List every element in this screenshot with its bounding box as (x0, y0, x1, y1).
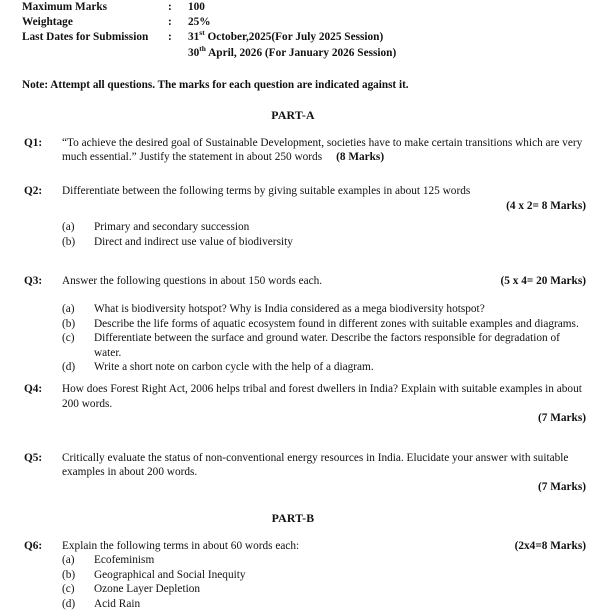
sub-text: Acid Rain (94, 597, 586, 611)
question-text-q1: “To achieve the desired goal of Sustainable Development, societies have to make certain transitions which are very much essential.” Justify the statement in about 250 words (62, 137, 582, 164)
marks-q4: (7 Marks) (62, 411, 586, 426)
question-text-q5: Critically evaluate the status of non-conventional energy resources in India. Elucidate your answer with suitable examples in about 200 words. (62, 452, 568, 479)
header-meta-block (0, 0, 600, 61)
question-body-q2 (62, 184, 586, 249)
sub-text: Geographical and Social Inequity (94, 568, 586, 583)
sub-text: Ozone Layer Depletion (94, 582, 586, 597)
question-q2 (24, 184, 586, 249)
question-q1 (24, 136, 586, 165)
list-item (62, 360, 586, 375)
question-text-q6: Explain the following terms in about 60 words each: (62, 539, 299, 554)
list-item (62, 597, 586, 611)
meta-label-last-dates: Last Dates for Submission (22, 30, 168, 45)
question-body-q5 (62, 451, 586, 495)
date-day-january: 30 (188, 47, 199, 59)
sub-text: Ecofeminism (94, 553, 586, 568)
question-text-q2: Differentiate between the following terms by giving suitable examples in about 125 words (62, 184, 586, 199)
spacer (62, 213, 586, 220)
question-body-q4 (62, 382, 586, 426)
question-text-row-q6 (62, 539, 586, 554)
question-label-q3: Q3: (24, 274, 62, 289)
question-q4 (24, 382, 586, 426)
question-label-q1: Q1: (24, 136, 62, 151)
sub-marker: (a) (62, 302, 94, 317)
question-label-q6: Q6: (24, 539, 62, 554)
sub-marker: (b) (62, 235, 94, 250)
sub-text: Primary and secondary succession (94, 220, 586, 235)
meta-row-maximum-marks (22, 0, 600, 15)
question-body-q6 (62, 539, 586, 611)
sub-text: Describe the life forms of aquatic ecosystem found in different zones with suitable examples and diagrams. (94, 317, 586, 332)
sub-question-list-q2 (62, 220, 586, 249)
meta-value-weightage: 25% (188, 15, 600, 30)
question-label-q2: Q2: (24, 184, 62, 199)
meta-value-last-date-july (188, 30, 600, 45)
sub-marker: (d) (62, 597, 94, 611)
sub-question-list-q3 (62, 302, 586, 375)
marks-q2: (4 x 2= 8 Marks) (62, 199, 586, 214)
question-text-q4: How does Forest Right Act, 2006 helps tribal and forest dwellers in India? Explain with suitable examples in about 200 words. (62, 383, 582, 410)
meta-label-weightage: Weightage (22, 15, 168, 30)
question-label-q5: Q5: (24, 451, 62, 466)
part-b-heading: PART-B (0, 511, 600, 526)
spacer (62, 289, 586, 302)
meta-row-last-dates (22, 30, 600, 45)
list-item (62, 220, 586, 235)
spacer (0, 526, 600, 539)
sub-marker: (a) (62, 553, 94, 568)
question-body-q1 (62, 136, 586, 165)
sub-marker: (d) (62, 360, 94, 375)
meta-row-last-dates-second (22, 46, 600, 61)
date-ordinal-july: st (199, 29, 204, 38)
meta-colon: : (168, 15, 188, 30)
meta-colon: : (168, 30, 188, 45)
meta-row-weightage (22, 15, 600, 30)
sub-marker: (b) (62, 568, 94, 583)
question-q3 (24, 274, 586, 375)
sub-text: What is biodiversity hotspot? Why is India considered as a mega biodiversity hotspot? (94, 302, 586, 317)
meta-colon: : (168, 0, 188, 15)
spacer (0, 375, 600, 382)
marks-q1: (8 Marks) (322, 151, 384, 163)
spacer (0, 165, 600, 184)
question-text-row-q3 (62, 274, 586, 289)
list-item (62, 568, 586, 583)
meta-value-last-date-january (22, 46, 600, 61)
marks-q3: (5 x 4= 20 Marks) (500, 274, 586, 289)
marks-q6: (2x4=8 Marks) (515, 539, 586, 554)
question-text-q3: Answer the following questions in about 150 words each. (62, 274, 322, 289)
sub-marker: (c) (62, 331, 94, 346)
sub-marker: (b) (62, 317, 94, 332)
question-label-q4: Q4: (24, 382, 62, 397)
question-q6 (24, 539, 586, 611)
list-item (62, 317, 586, 332)
date-rest-january: April, 2026 (For January 2026 Session) (206, 47, 396, 59)
sub-text: Write a short note on carbon cycle with the help of a diagram. (94, 360, 586, 375)
sub-marker: (a) (62, 220, 94, 235)
sub-text: Direct and indirect use value of biodiversity (94, 235, 586, 250)
part-a-heading: PART-A (0, 108, 600, 123)
sub-text: Differentiate between the surface and ground water. Describe the factors responsible for degradation of water. (94, 331, 586, 360)
spacer (0, 249, 600, 274)
list-item (62, 582, 586, 597)
marks-q5: (7 Marks) (62, 480, 586, 495)
question-q5 (24, 451, 586, 495)
sub-question-list-q6 (62, 553, 586, 611)
date-rest-july: October,2025(For July 2025 Session) (205, 31, 384, 43)
meta-value-maximum-marks: 100 (188, 0, 600, 15)
list-item (62, 553, 586, 568)
list-item (62, 331, 586, 360)
date-ordinal-january: th (199, 44, 206, 53)
list-item (62, 302, 586, 317)
spacer (0, 123, 600, 136)
list-item (62, 235, 586, 250)
spacer (0, 426, 600, 451)
sub-marker: (c) (62, 582, 94, 597)
meta-label-maximum-marks: Maximum Marks (22, 0, 168, 15)
question-body-q3 (62, 274, 586, 375)
date-day-july: 31 (188, 31, 199, 43)
instructions-note: Note: Attempt all questions. The marks for each question are indicated against it. (22, 78, 600, 92)
